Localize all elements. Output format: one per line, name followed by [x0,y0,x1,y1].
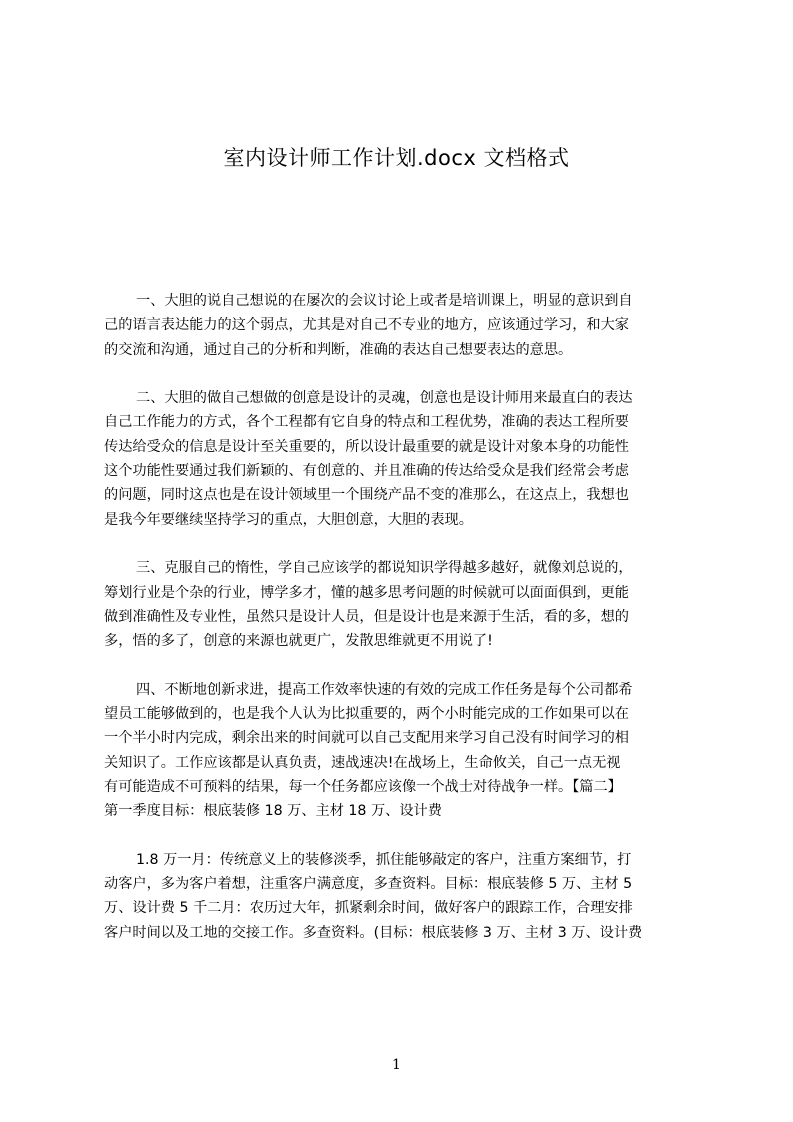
paragraph-line: 三、克服自己的惰性，学自己应该学的都说知识学得越多越好，就像刘总说的， [136,560,633,577]
paragraph-line: 望员工能够做到的，也是我个人认为比拟重要的，两个小时能完成的工作如果可以在 [104,706,629,723]
paragraph-gap [104,532,700,556]
paragraph-line: 客户时间以及工地的交接工作。多查资料。(目标：根底装修 3 万、主材 3 万、设计费 [104,924,643,941]
paragraph-line: 动客户，多为客户着想，注重客户满意度，多查资料。目标：根底装修 5 万、主材 5 [104,876,633,893]
paragraph-line: 传达给受众的信息是设计至关重要的，所以设计最重要的就是设计对象本身的功能性 [104,438,629,455]
paragraph-line: 一个半小时内完成，剩余出来的时间就可以自己支配用来学习自己没有时间学习的相 [104,730,629,747]
paragraph-line: 的问题，同时这点也是在设计领域里一个围绕产品不变的准那么，在这点上，我想也 [104,487,629,504]
paragraph-line: 是我今年要继续坚持学习的重点，大胆创意，大胆的表现。 [104,511,473,528]
document-title: 室内设计师工作计划.docx 文档格式 [223,146,570,170]
page-number: 1 [392,1057,401,1073]
paragraph-line: 自己工作能力的方式，各个工程都有它自身的特点和工程优势，准确的表达工程所要 [104,414,629,431]
paragraph-line: 一、大胆的说自己想说的在屡次的会议讨论上或者是培训课上，明显的意识到自 [136,293,633,309]
paragraph-gap [104,653,700,677]
paragraph-line: 多，悟的多了，创意的来源也就更广，发散思维就更不用说了! [104,633,493,650]
paragraph-line: 做到准确性及专业性，虽然只是设计人员，但是设计也是来源于生活，看的多，想的 [104,608,629,625]
paragraph-line: 筹划行业是个杂的行业，博学多才，懂的越多思考问题的时候就可以面面俱到，更能 [104,584,629,601]
paragraph-line: 二、大胆的做自己想做的创意是设计的灵魂，创意也是设计师用来最直白的表达 [136,390,633,407]
paragraph-line: 1.8 万一月：传统意义上的装修淡季，抓住能够敲定的客户，注重方案细节，打 [136,851,632,868]
paragraph-gap [104,824,700,848]
paragraph-gap [104,362,700,386]
paragraph-line: 这个功能性要通过我们新颖的、有创意的、并且准确的传达给受众是我们经常会考虑 [104,463,629,480]
paragraph-line: 关知识了。工作应该都是认真负责，速战速决!在战场上，生命攸关，自己一点无视 [104,754,621,771]
document-body [104,289,700,945]
paragraph-line: 有可能造成不可预料的结果，每一个任务都应该像一个战士对待战争一样。【篇二】 [104,778,622,795]
paragraph-line: 第一季度目标：根底装修 18 万、主材 18 万、设计费 [104,803,442,820]
paragraph-line: 己的语言表达能力的这个弱点，尤其是对自己不专业的地方，应该通过学习，和大家 [104,317,629,334]
paragraph-line: 四、不断地创新求进，提高工作效率快速的有效的完成工作任务是每个公司都希 [136,681,633,698]
paragraph-line: 的交流和沟通，通过自己的分析和判断，准确的表达自己想要表达的意思。 [104,341,573,358]
paragraph-line: 万、设计费 5 千二月：农历过大年，抓紧剩余时间，做好客户的跟踪工作，合理安排 [104,900,633,917]
